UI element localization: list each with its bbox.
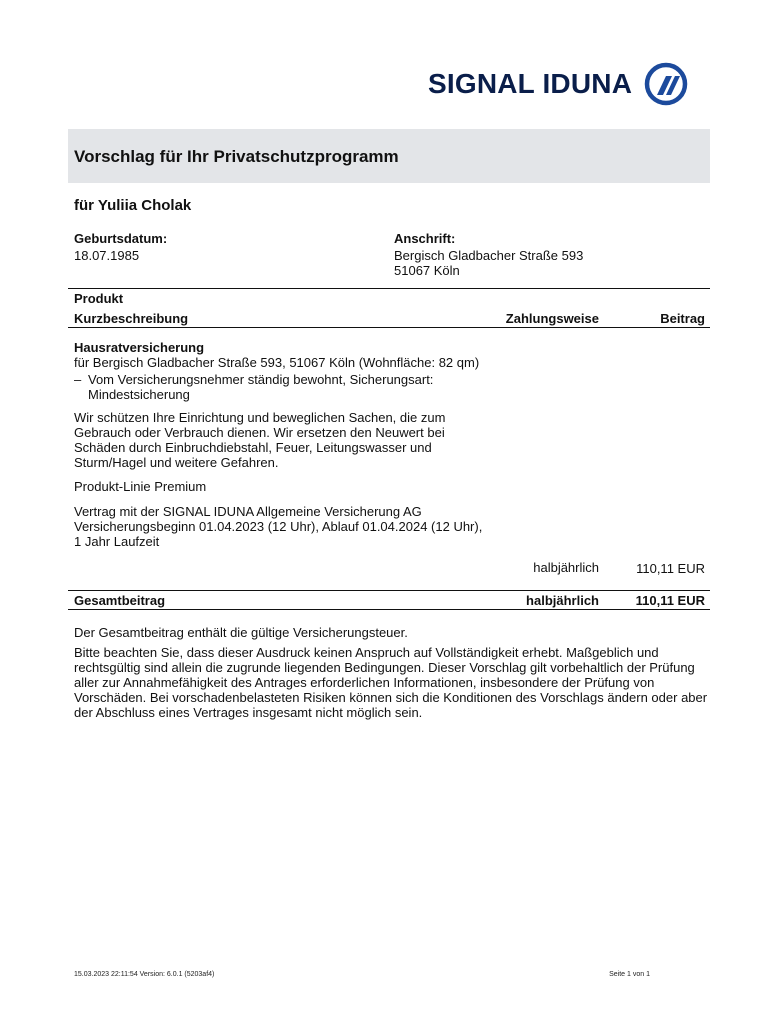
disclaimer-line-4: Vorschäden. Bei vorschadenbelasteten Risiken können sich die Konditionen des Vorschlags ändern oder aber (74, 690, 708, 705)
disclaimer-line-1: Bitte beachten Sie, dass dieser Ausdruck keinen Anspruch auf Vollständigkeit erhebt. Maßgeblich und (74, 645, 659, 660)
disclaimer-line-3: aller zur Annahmefähigkeit des Antrages erforderlichen Informationen, insbesondere der Prüfung von (74, 675, 655, 690)
product-payment: halbjährlich (533, 560, 599, 575)
table-top-rule (68, 288, 710, 289)
birthdate-label: Geburtsdatum: (74, 231, 168, 246)
disclaimer-line-2: rechtsgültig sind allein die zugrunde liegenden Bedingungen. Dieser Vorschlag gilt vorbehaltlich der Prüfung (74, 660, 695, 675)
product-amount: 110,11 EUR (636, 561, 705, 576)
logo-wordmark: SIGNAL IDUNA (428, 68, 633, 99)
total-payment: halbjährlich (526, 593, 599, 608)
desc-line-4: Sturm/Hagel und weitere Gefahren. (74, 455, 279, 470)
table-header-rule (68, 327, 710, 328)
desc-line-3: Schäden durch Einbruchdiebstahl, Feuer, Leitungswasser und (74, 440, 432, 455)
header-product: Produkt (74, 291, 124, 306)
signal-iduna-logo-icon (644, 62, 688, 106)
disclaimer-line-5: der Abschluss eines Vertrages insgesamt nicht möglich sein. (74, 705, 423, 720)
list-item (74, 372, 494, 402)
contract-info (74, 504, 482, 549)
product-name: Hausratversicherung (74, 340, 205, 355)
header-payment: Zahlungsweise (505, 311, 599, 326)
header-amount: Beitrag (660, 311, 705, 326)
customer-name: für Yuliia Cholak (74, 197, 192, 214)
bullet-line-2: Mindestsicherung (88, 387, 190, 402)
product-bullet (74, 372, 494, 402)
product-location: für Bergisch Gladbacher Straße 593, 51067 Köln (Wohnfläche: 82 qm) (74, 355, 480, 370)
bullet-line-1: – Vom Versicherungsnehmer ständig bewohnt, Sicherungsart: (88, 372, 434, 387)
tax-note: Der Gesamtbeitrag enthält die gültige Versicherungsteuer. (74, 625, 408, 640)
contract-line-3: 1 Jahr Laufzeit (74, 534, 160, 549)
contract-line-1: Vertrag mit der SIGNAL IDUNA Allgemeine Versicherung AG (74, 504, 422, 519)
total-top-rule (68, 590, 710, 591)
header-description: Kurzbeschreibung (74, 311, 189, 326)
total-bottom-rule (68, 609, 710, 610)
title-banner (68, 129, 710, 183)
footer-timestamp-version: 15.03.2023 22:11:54 Version: 6.0.1 (5203af4) (74, 971, 215, 978)
page-title: Vorschlag für Ihr Privatschutzprogramm (74, 147, 399, 166)
company-logo (428, 62, 688, 106)
birthdate-value: 18.07.1985 (74, 248, 140, 263)
product-description (74, 410, 445, 470)
contract-line-2: Versicherungsbeginn 01.04.2023 (12 Uhr), Ablauf 01.04.2024 (12 Uhr), (74, 519, 483, 534)
footer-page-number: Seite 1 von 1 (609, 971, 650, 978)
desc-line-2: Gebrauch oder Verbrauch dienen. Wir ersetzen den Neuwert bei (74, 425, 445, 440)
address-label: Anschrift: (394, 231, 456, 246)
address-line-2: 51067 Köln (394, 263, 460, 278)
address-line-1: Bergisch Gladbacher Straße 593 (394, 248, 584, 263)
product-line: Produkt-Linie Premium (74, 479, 207, 494)
desc-line-1: Wir schützen Ihre Einrichtung und beweglichen Sachen, die zum (74, 410, 446, 425)
total-label: Gesamtbeitrag (74, 593, 166, 608)
disclaimer (74, 645, 714, 720)
total-amount: 110,11 EUR (635, 593, 705, 608)
